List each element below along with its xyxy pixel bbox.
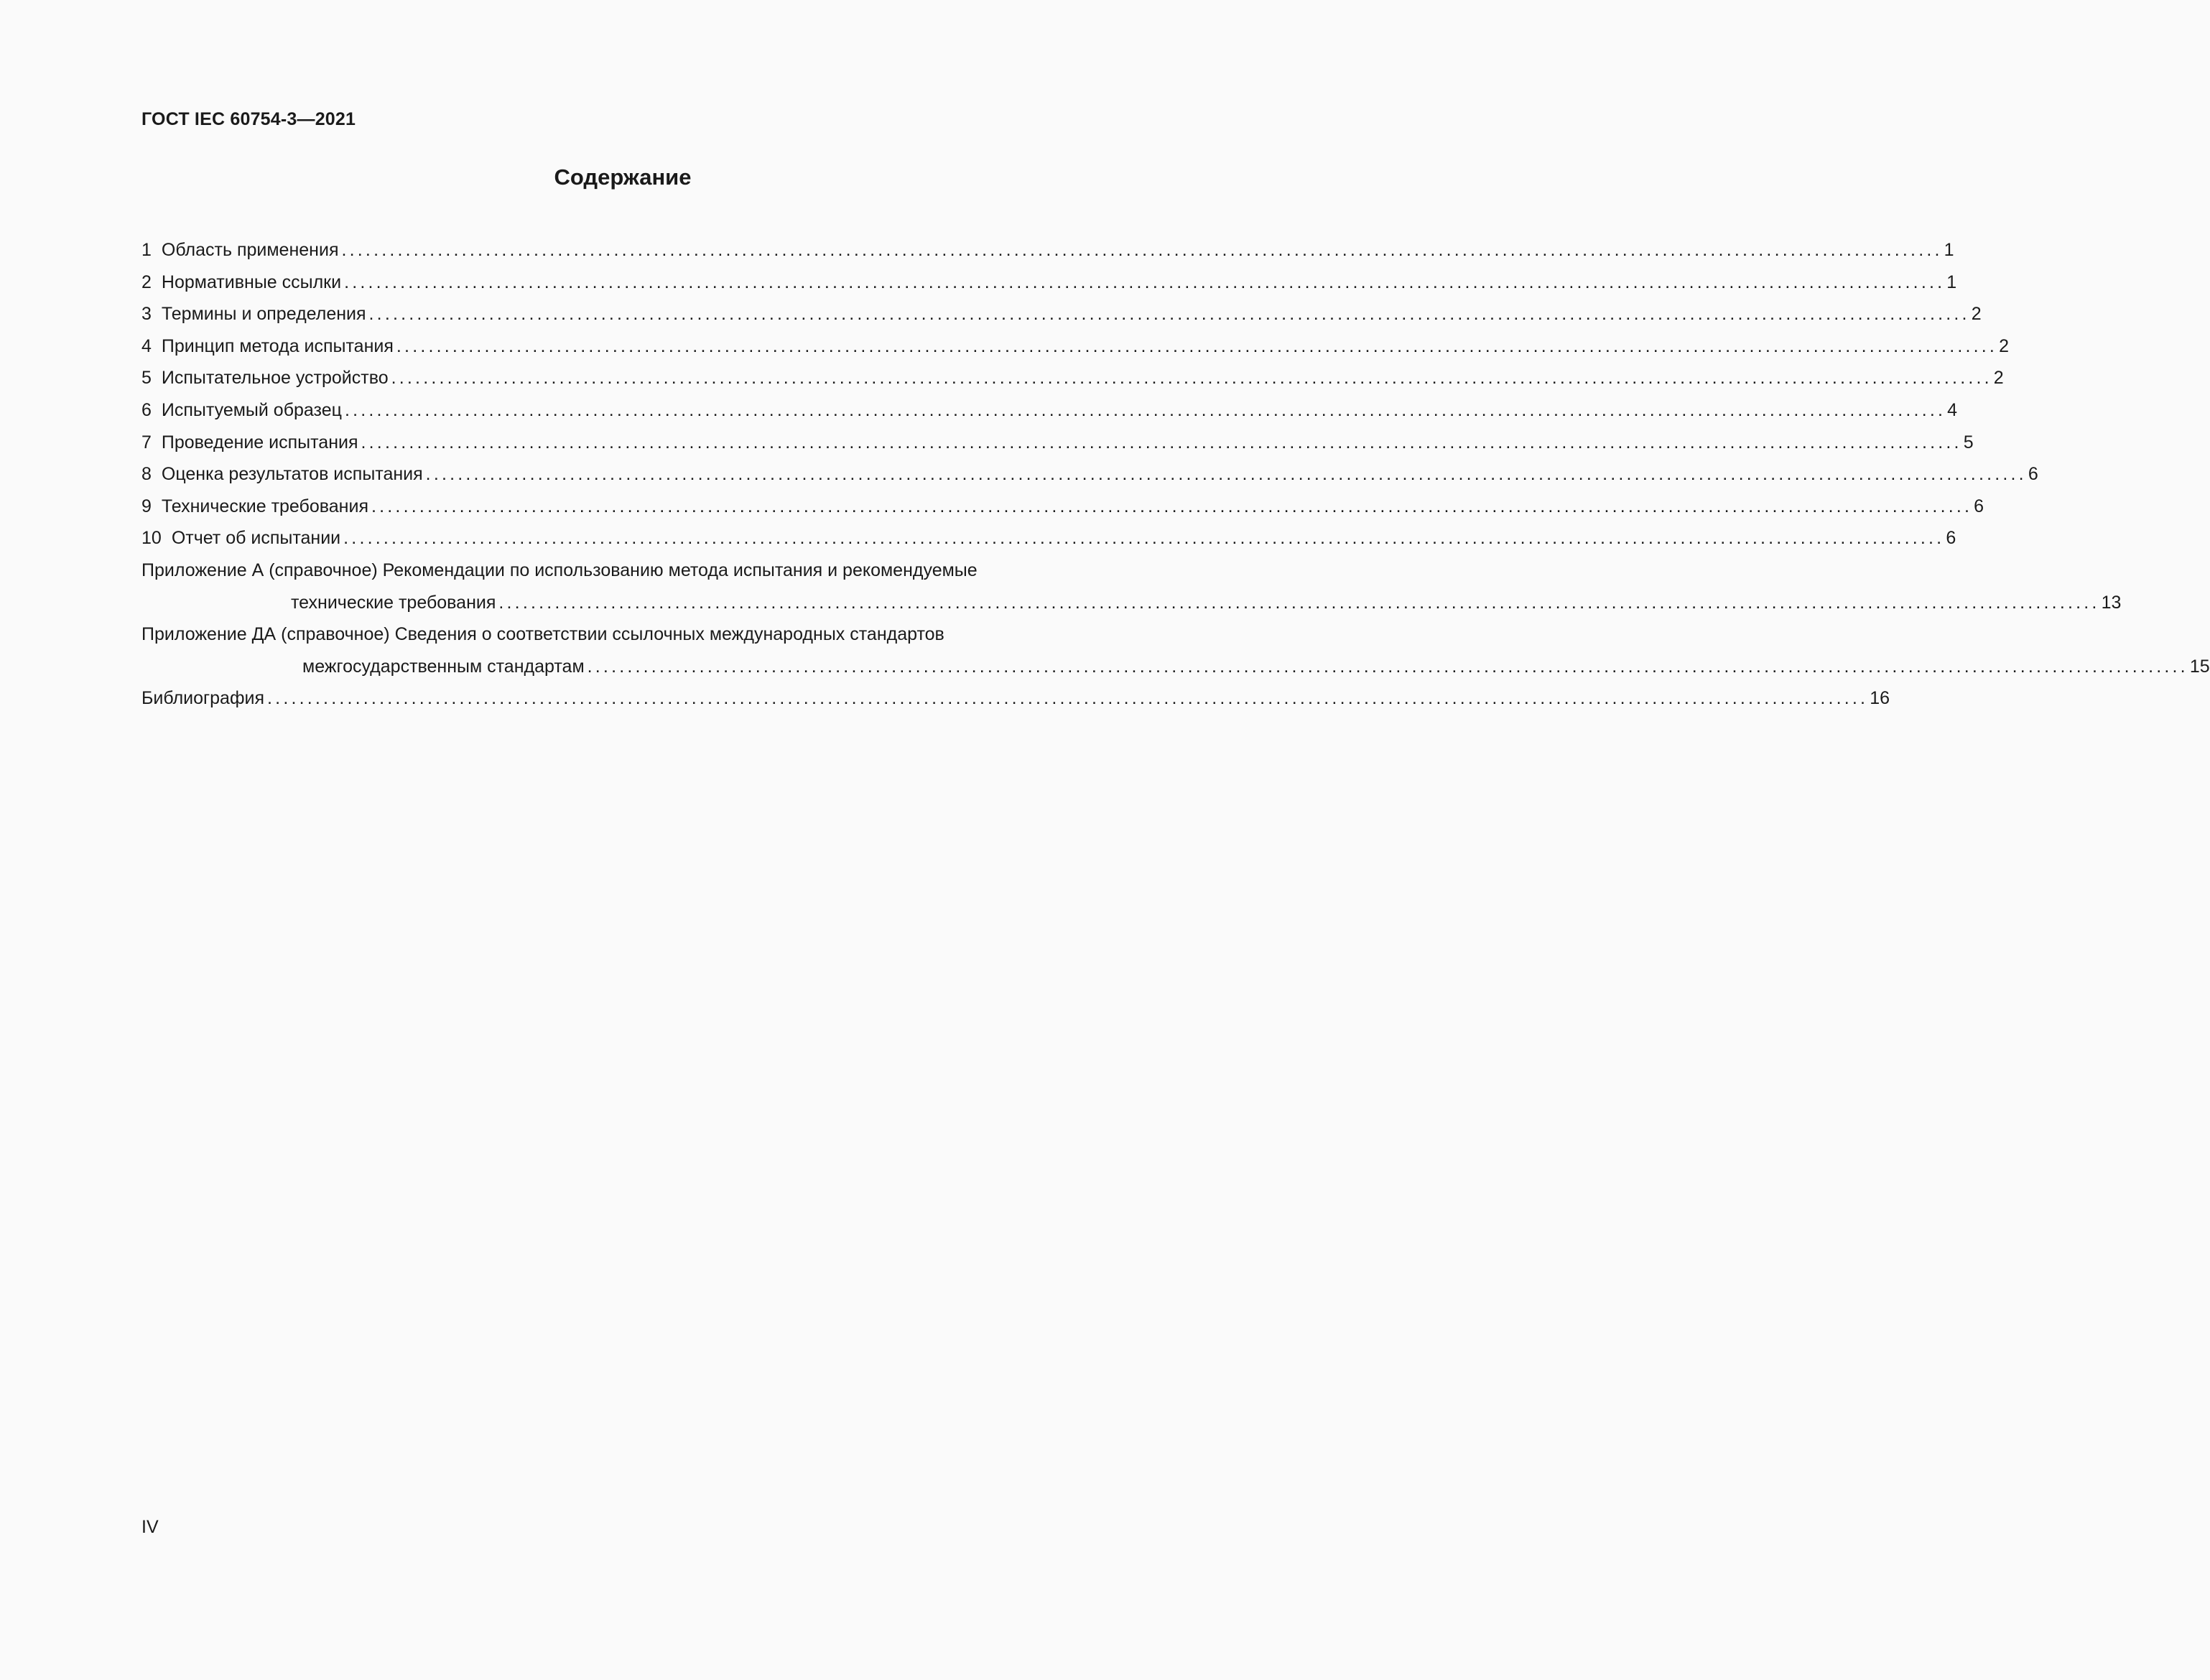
toc-entry-page: 6 [2028, 464, 2038, 485]
toc-entry-text: Оценка результатов испытания [161, 464, 423, 485]
toc-entry-number: 5 [141, 368, 152, 389]
toc-entry-page: 5 [1963, 432, 1974, 453]
toc-entry-text: Испытательное устройство [161, 368, 389, 389]
toc-entry-number: 7 [141, 432, 152, 453]
toc-entry[interactable] [141, 304, 1982, 336]
dot-leader: ........................................................................................................................................................................................................ [391, 368, 1992, 389]
toc-entry-number: 6 [141, 399, 152, 420]
toc-entry[interactable] [141, 368, 2004, 400]
toc-entry-label [141, 240, 341, 261]
page-number: IV [141, 1517, 159, 1537]
toc-bibliography[interactable] [141, 688, 1890, 720]
toc-entry-label [141, 432, 361, 453]
toc-entry-page: 4 [1947, 399, 1958, 420]
toc-entry-text: Термины и определения [161, 304, 366, 325]
table-of-contents [141, 240, 2210, 720]
toc-entry[interactable] [141, 399, 1958, 432]
toc-entry-label [141, 496, 371, 517]
dot-leader: ........................................................................................................................................................................................................ [267, 688, 1869, 709]
toc-entry-page: 6 [1946, 528, 1956, 549]
toc-entry-text: Испытуемый образец [161, 399, 342, 420]
toc-bibliography-page: 16 [1870, 688, 1890, 709]
toc-entry-label [141, 528, 343, 549]
toc-entry-number: 9 [141, 496, 152, 516]
toc-entry-label [141, 336, 396, 357]
dot-leader: ........................................................................................................................................................................................................ [371, 496, 1973, 516]
toc-entry-number: 4 [141, 335, 152, 356]
toc-annex-da-line1: Приложение ДА (справочное) Сведения о соответствии ссылочных международных стандартов [141, 624, 944, 645]
toc-entry-page: 1 [1946, 272, 1957, 292]
dot-leader: ........................................................................................................................................................................................................ [341, 240, 1943, 260]
toc-entry-label [141, 464, 426, 485]
toc-entry-number: 1 [141, 240, 152, 260]
toc-entry[interactable] [141, 464, 2038, 496]
toc-annex-a[interactable] [141, 592, 2122, 625]
toc-entry-text: Нормативные ссылки [161, 272, 342, 292]
dot-leader: ........................................................................................................................................................................................................ [344, 399, 1946, 420]
toc-entry-page: 2 [1971, 304, 1982, 325]
toc-annex-da-title[interactable] [141, 624, 1102, 656]
toc-entry-page: 2 [1999, 335, 2009, 356]
toc-title: Содержание [554, 164, 692, 190]
toc-bibliography-label: Библиография [141, 688, 265, 709]
toc-entry-text: Область применения [161, 240, 339, 260]
toc-entry-text: Технические требования [161, 496, 368, 516]
toc-entry-number: 3 [141, 304, 152, 325]
toc-entry[interactable] [141, 496, 1984, 529]
toc-entry-label [141, 368, 391, 389]
toc-entry[interactable] [141, 240, 1954, 272]
toc-entry[interactable] [141, 272, 1957, 305]
toc-entry-label [141, 400, 345, 421]
toc-entry[interactable] [141, 432, 1974, 465]
toc-annex-a-line1: Приложение А (справочное) Рекомендации по использованию метода испытания и рекомендуемые [141, 560, 978, 580]
toc-entry-text: Отчет об испытании [171, 528, 341, 549]
standard-code: ГОСТ IEC 60754-3—2021 [141, 109, 356, 129]
toc-annex-a-title[interactable] [141, 560, 1102, 593]
toc-entry-label [141, 304, 369, 325]
toc-entry-label [141, 272, 344, 293]
toc-entry-text: Проведение испытания [161, 432, 358, 453]
dot-leader: ........................................................................................................................................................................................................ [344, 272, 1946, 292]
toc-entry[interactable] [141, 528, 1956, 560]
dot-leader: ........................................................................................................................................................................................................ [343, 528, 1945, 549]
dot-leader: ........................................................................................................................................................................................................ [368, 304, 1970, 325]
dot-leader: ........................................................................................................................................................................................................ [587, 656, 2188, 677]
toc-annex-a-line2: технические требования [291, 592, 496, 613]
toc-entry-number: 8 [141, 464, 152, 485]
dot-leader: ........................................................................................................................................................................................................ [425, 464, 2027, 485]
toc-annex-da-line2: межгосударственным стандартам [302, 656, 585, 677]
toc-entry-number: 2 [141, 272, 152, 292]
toc-annex-a-page: 13 [2101, 592, 2122, 613]
toc-entry-page: 1 [1944, 240, 1954, 260]
toc-entry-text: Принцип метода испытания [161, 335, 394, 356]
dot-leader: ........................................................................................................................................................................................................ [498, 592, 2100, 613]
toc-entry-page: 6 [1974, 496, 1984, 516]
toc-entry-number: 10 [141, 528, 162, 549]
dot-leader: ........................................................................................................................................................................................................ [396, 335, 1998, 356]
dot-leader: ........................................................................................................................................................................................................ [361, 432, 1962, 453]
toc-annex-da-page: 15 [2189, 656, 2210, 677]
toc-entry-page: 2 [1993, 368, 2004, 389]
toc-entry[interactable] [141, 335, 2009, 368]
toc-annex-da[interactable] [141, 656, 2210, 689]
